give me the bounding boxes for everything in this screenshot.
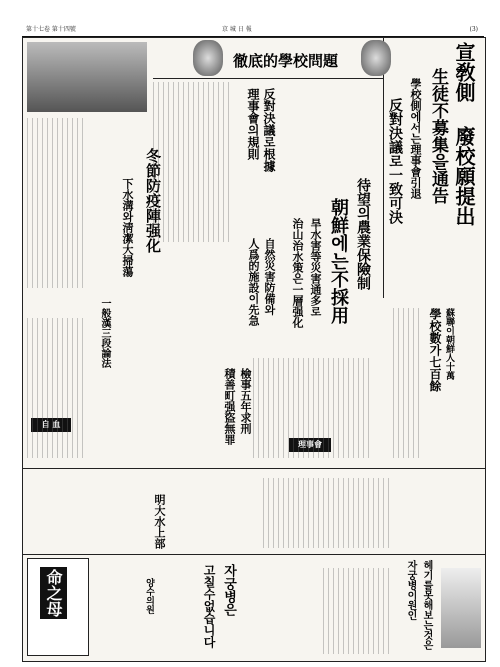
ad-right-subline: 자궁병이원인 [405, 560, 416, 620]
headline-epidemic: 冬節防疫陣强化 [144, 148, 162, 253]
body-text [263, 478, 393, 548]
masthead-page: (3) [469, 26, 478, 33]
horizontal-rule [23, 554, 485, 555]
headline-robbery: 積善町强盜無罪 [223, 368, 236, 445]
body-text [27, 318, 87, 458]
headline-rules: 理事會의規則 [246, 88, 260, 160]
headline-sewer: 下水溝와淸潔大掃蕩 [121, 178, 134, 277]
masthead [22, 24, 484, 38]
ad-box [27, 558, 89, 656]
headline-logic: 一般漢三段論法 [99, 298, 110, 368]
masthead-center: 京 城 日 報 [222, 26, 252, 33]
headline-facility: 人爲的施設이先急 [247, 238, 260, 326]
headline-flood-control: 治山治水策은一層强化 [291, 218, 304, 328]
mother-child-illustration [441, 568, 481, 648]
ad-council: 理事會 [289, 438, 331, 452]
ad-right-headline: 헤기를못해보는것은 [421, 560, 432, 650]
headline-rowing: 明大水上部 [153, 494, 166, 549]
ad-hospital-name: 양수의원 [144, 578, 154, 614]
headline-main: 宣敎側 廢校願提出 [452, 42, 476, 226]
ad-uterus-headline: 자궁병은 [221, 564, 236, 616]
headline-sub: 生徒不募集을通告 [428, 68, 448, 204]
headline-drought: 旱水害等災害通多로 [309, 218, 322, 317]
horizontal-rule [23, 468, 485, 469]
portrait-photo [193, 40, 223, 76]
body-text [27, 118, 87, 288]
portrait-photo [361, 40, 391, 76]
headline-school-side: 學校側에서는理事會引退 [409, 78, 422, 199]
headline-resolution: 反對決議로根據 [262, 88, 276, 172]
masthead-left: 第十七卷 第十四號 [26, 26, 76, 33]
headline-not-adopted: 朝鮮에는不採用 [328, 198, 349, 324]
school-building-photo [27, 42, 147, 112]
body-text [393, 308, 423, 458]
body-text [153, 82, 233, 242]
body-text [323, 568, 393, 654]
headline-school-count: 學校數가七百餘 [428, 308, 442, 392]
newspaper-page [22, 37, 486, 662]
headline-soviet: 蘇聯이朝鮮人十萬 [444, 308, 454, 380]
headline-prosecution: 檢事五年求刑 [239, 368, 252, 434]
ad-title: 命之母 [40, 567, 67, 619]
body-text [253, 358, 373, 458]
section-title: 徹底的學校問題 [233, 52, 339, 70]
ad-blood: 自 血 [31, 418, 71, 432]
column-rule [383, 38, 384, 298]
ad-uterus-subline: 고칠수없습니다 [202, 564, 216, 648]
headline-disaster: 自然災害防備와 [263, 238, 276, 315]
headline-opposition: 反對決議로一致可決 [387, 98, 403, 224]
horizontal-rule [153, 78, 383, 79]
headline-insurance: 待望의農業保險制 [355, 178, 371, 290]
